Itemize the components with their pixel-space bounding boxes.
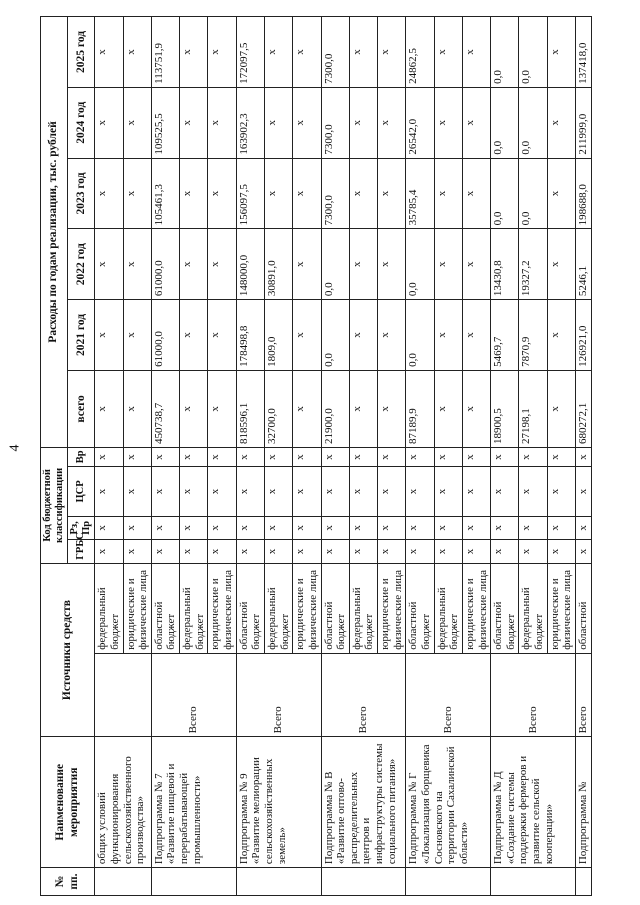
grbs-cell: x bbox=[321, 540, 349, 564]
grbs-cell: x bbox=[434, 540, 462, 564]
header-budget-class: Код бюджетной классификации bbox=[41, 447, 68, 563]
total-cell: 818596,1 bbox=[236, 370, 264, 447]
y2025-cell: x bbox=[123, 17, 151, 88]
y2024-cell: 211999,0 bbox=[576, 87, 592, 158]
y2024-cell: x bbox=[434, 87, 462, 158]
vr-cell: x bbox=[406, 447, 434, 466]
y2022-cell: x bbox=[462, 229, 490, 300]
grbs-cell: x bbox=[264, 540, 292, 564]
csr-cell: x bbox=[576, 467, 592, 516]
rzpr-cell: x bbox=[406, 516, 434, 540]
y2024-cell: 109525,5 bbox=[151, 87, 179, 158]
rzpr-cell: x bbox=[321, 516, 349, 540]
y2024-cell: 163902,3 bbox=[236, 87, 264, 158]
row-number-cell bbox=[576, 868, 592, 896]
y2022-cell: x bbox=[434, 229, 462, 300]
y2021-cell: x bbox=[123, 300, 151, 371]
header-2025: 2025 год bbox=[68, 17, 95, 88]
vr-cell: x bbox=[547, 447, 575, 466]
header-expenses: Расходы по годам реализации, тыс. рублей bbox=[41, 17, 68, 448]
measure-name-cell: Подпрограмма № В «Развитие оптово-распределительных центров и инфраструктуры системы социального питания» bbox=[321, 737, 406, 868]
y2022-cell: x bbox=[123, 229, 151, 300]
y2022-cell: x bbox=[547, 229, 575, 300]
csr-cell: x bbox=[123, 467, 151, 516]
y2021-cell: x bbox=[208, 300, 236, 371]
rzpr-cell: x bbox=[293, 516, 321, 540]
y2024-cell: x bbox=[547, 87, 575, 158]
y2021-cell: x bbox=[434, 300, 462, 371]
csr-cell: x bbox=[434, 467, 462, 516]
table-header bbox=[41, 17, 95, 896]
y2023-cell: 0,0 bbox=[519, 158, 547, 229]
source-cell: областной бюджет bbox=[491, 563, 519, 653]
table-row bbox=[576, 17, 592, 896]
header-total: всего bbox=[68, 370, 95, 447]
rotated-page bbox=[40, 16, 620, 896]
grbs-cell: x bbox=[151, 540, 179, 564]
header-2024: 2024 год bbox=[68, 87, 95, 158]
y2025-cell: x bbox=[293, 17, 321, 88]
grbs-cell: x bbox=[576, 540, 592, 564]
measure-name-cell: Подпрограмма № Д «Создание системы поддержки фермеров и развитие сельской кооперации» bbox=[491, 737, 576, 868]
csr-cell: x bbox=[236, 467, 264, 516]
source-cell: областной бюджет bbox=[151, 563, 179, 653]
csr-cell: x bbox=[180, 467, 208, 516]
y2022-cell: x bbox=[180, 229, 208, 300]
vr-cell: x bbox=[519, 447, 547, 466]
total-cell: x bbox=[95, 370, 123, 447]
y2024-cell: x bbox=[378, 87, 406, 158]
row-number-cell bbox=[406, 868, 491, 896]
vr-cell: x bbox=[264, 447, 292, 466]
csr-cell: x bbox=[264, 467, 292, 516]
y2022-cell: 148000,0 bbox=[236, 229, 264, 300]
csr-cell: x bbox=[208, 467, 236, 516]
rzpr-cell: x bbox=[462, 516, 490, 540]
total-cell: 680272,1 bbox=[576, 370, 592, 447]
grbs-cell: x bbox=[349, 540, 377, 564]
y2021-cell: 0,0 bbox=[406, 300, 434, 371]
y2021-cell: x bbox=[462, 300, 490, 371]
source-cell: федеральный бюджет bbox=[349, 563, 377, 653]
y2021-cell: 126921,0 bbox=[576, 300, 592, 371]
y2025-cell: 7300,0 bbox=[321, 17, 349, 88]
y2022-cell: x bbox=[349, 229, 377, 300]
header-2021: 2021 год bbox=[68, 300, 95, 371]
total-cell: 32700,0 bbox=[264, 370, 292, 447]
table-container bbox=[40, 16, 620, 896]
table-row bbox=[95, 17, 123, 896]
y2022-cell: 61000,0 bbox=[151, 229, 179, 300]
y2022-cell: x bbox=[208, 229, 236, 300]
y2023-cell: 35785,4 bbox=[406, 158, 434, 229]
y2023-cell: 7300,0 bbox=[321, 158, 349, 229]
source-cell: юридические и физические лица bbox=[547, 563, 575, 653]
source-cell: юридические и физические лица bbox=[123, 563, 151, 653]
y2025-cell: x bbox=[95, 17, 123, 88]
source-cell: юридические и физические лица bbox=[378, 563, 406, 653]
total-label-cell: Всего bbox=[406, 653, 491, 737]
vr-cell: x bbox=[349, 447, 377, 466]
y2024-cell: x bbox=[180, 87, 208, 158]
vr-cell: x bbox=[151, 447, 179, 466]
y2024-cell: x bbox=[349, 87, 377, 158]
table-body bbox=[95, 17, 591, 896]
y2023-cell: x bbox=[123, 158, 151, 229]
vr-cell: x bbox=[462, 447, 490, 466]
csr-cell: x bbox=[293, 467, 321, 516]
y2021-cell: 178498,8 bbox=[236, 300, 264, 371]
header-rzpr: Рз, Пр bbox=[68, 516, 95, 540]
total-cell: x bbox=[180, 370, 208, 447]
y2025-cell: x bbox=[208, 17, 236, 88]
y2023-cell: 156097,5 bbox=[236, 158, 264, 229]
y2021-cell: x bbox=[547, 300, 575, 371]
table-row bbox=[236, 17, 264, 896]
table-row bbox=[406, 17, 434, 896]
y2025-cell: x bbox=[264, 17, 292, 88]
source-cell: юридические и физические лица bbox=[462, 563, 490, 653]
y2024-cell: x bbox=[462, 87, 490, 158]
y2023-cell: x bbox=[180, 158, 208, 229]
y2024-cell: x bbox=[264, 87, 292, 158]
total-label-cell: Всего bbox=[321, 653, 406, 737]
y2023-cell: x bbox=[264, 158, 292, 229]
measure-name-cell: Подпрограмма № 7 «Развитие пищевой и перерабатывающей промышленности» bbox=[151, 737, 236, 868]
header-csr: ЦСР bbox=[68, 467, 95, 516]
header-grbs: ГРБС bbox=[68, 540, 95, 564]
y2025-cell: 172097,5 bbox=[236, 17, 264, 88]
y2022-cell: 0,0 bbox=[406, 229, 434, 300]
vr-cell: x bbox=[236, 447, 264, 466]
y2021-cell: x bbox=[349, 300, 377, 371]
row-number-cell bbox=[95, 868, 152, 896]
y2021-cell: 7870,9 bbox=[519, 300, 547, 371]
grbs-cell: x bbox=[547, 540, 575, 564]
total-label-cell: Всего bbox=[491, 653, 576, 737]
y2023-cell: x bbox=[462, 158, 490, 229]
measure-name-cell: Подпрограмма № 9 «Развитие мелиорации сельскохозяйственных земель» bbox=[236, 737, 321, 868]
vr-cell: x bbox=[321, 447, 349, 466]
y2021-cell: 1809,0 bbox=[264, 300, 292, 371]
rzpr-cell: x bbox=[491, 516, 519, 540]
source-cell: юридические и физические лица bbox=[293, 563, 321, 653]
vr-cell: x bbox=[378, 447, 406, 466]
total-cell: x bbox=[349, 370, 377, 447]
y2021-cell: x bbox=[293, 300, 321, 371]
rzpr-cell: x bbox=[264, 516, 292, 540]
grbs-cell: x bbox=[491, 540, 519, 564]
row-number-cell bbox=[321, 868, 406, 896]
source-cell: федеральный бюджет bbox=[180, 563, 208, 653]
y2023-cell: 0,0 bbox=[491, 158, 519, 229]
total-label-cell: Всего bbox=[151, 653, 236, 737]
y2025-cell: x bbox=[378, 17, 406, 88]
csr-cell: x bbox=[406, 467, 434, 516]
budget-table bbox=[40, 16, 592, 896]
y2024-cell: 0,0 bbox=[491, 87, 519, 158]
vr-cell: x bbox=[180, 447, 208, 466]
source-cell: федеральный бюджет bbox=[519, 563, 547, 653]
total-label-cell: Всего bbox=[236, 653, 321, 737]
y2024-cell: x bbox=[293, 87, 321, 158]
y2021-cell: 0,0 bbox=[321, 300, 349, 371]
grbs-cell: x bbox=[378, 540, 406, 564]
vr-cell: x bbox=[95, 447, 123, 466]
rzpr-cell: x bbox=[519, 516, 547, 540]
y2023-cell: x bbox=[547, 158, 575, 229]
y2023-cell: x bbox=[208, 158, 236, 229]
y2023-cell: 198688,0 bbox=[576, 158, 592, 229]
y2023-cell: x bbox=[349, 158, 377, 229]
y2021-cell: 5469,7 bbox=[491, 300, 519, 371]
table-row bbox=[491, 17, 519, 896]
grbs-cell: x bbox=[123, 540, 151, 564]
y2023-cell: x bbox=[378, 158, 406, 229]
y2022-cell: x bbox=[378, 229, 406, 300]
grbs-cell: x bbox=[236, 540, 264, 564]
vr-cell: x bbox=[123, 447, 151, 466]
total-cell: x bbox=[378, 370, 406, 447]
y2022-cell: x bbox=[293, 229, 321, 300]
source-cell: областной бюджет bbox=[236, 563, 264, 653]
total-cell: 18900,5 bbox=[491, 370, 519, 447]
row-number-cell bbox=[236, 868, 321, 896]
y2025-cell: 113751,9 bbox=[151, 17, 179, 88]
header-name: Наименование мероприятия bbox=[41, 737, 95, 868]
total-label-cell: Всего bbox=[576, 653, 592, 737]
total-cell: 450738,7 bbox=[151, 370, 179, 447]
total-cell: x bbox=[123, 370, 151, 447]
source-cell: областной bbox=[576, 563, 592, 653]
rzpr-cell: x bbox=[349, 516, 377, 540]
vr-cell: x bbox=[576, 447, 592, 466]
grbs-cell: x bbox=[293, 540, 321, 564]
y2024-cell: 0,0 bbox=[519, 87, 547, 158]
csr-cell: x bbox=[321, 467, 349, 516]
csr-cell: x bbox=[151, 467, 179, 516]
csr-cell: x bbox=[519, 467, 547, 516]
y2025-cell: 137418,0 bbox=[576, 17, 592, 88]
header-vr: Вр bbox=[68, 447, 95, 466]
grbs-cell: x bbox=[208, 540, 236, 564]
rzpr-cell: x bbox=[378, 516, 406, 540]
table-row bbox=[151, 17, 179, 896]
source-cell: юридические и физические лица bbox=[208, 563, 236, 653]
csr-cell: x bbox=[547, 467, 575, 516]
y2025-cell: x bbox=[434, 17, 462, 88]
y2024-cell: x bbox=[208, 87, 236, 158]
header-2023: 2023 год bbox=[68, 158, 95, 229]
source-cell: областной бюджет bbox=[321, 563, 349, 653]
y2023-cell: x bbox=[95, 158, 123, 229]
y2023-cell: 105461,3 bbox=[151, 158, 179, 229]
rzpr-cell: x bbox=[180, 516, 208, 540]
y2022-cell: 5246,1 bbox=[576, 229, 592, 300]
measure-name-cell: Подпрограмма № Г «Локализация борщевика Сосновского на территории Сахалинской области» bbox=[406, 737, 491, 868]
total-cell: 27198,1 bbox=[519, 370, 547, 447]
y2022-cell: 13430,8 bbox=[491, 229, 519, 300]
header-2022: 2022 год bbox=[68, 229, 95, 300]
row-number-cell bbox=[491, 868, 576, 896]
y2023-cell: x bbox=[293, 158, 321, 229]
csr-cell: x bbox=[462, 467, 490, 516]
rzpr-cell: x bbox=[576, 516, 592, 540]
y2022-cell: 30891,0 bbox=[264, 229, 292, 300]
grbs-cell: x bbox=[95, 540, 123, 564]
total-cell: x bbox=[547, 370, 575, 447]
y2021-cell: x bbox=[378, 300, 406, 371]
table-row bbox=[321, 17, 349, 896]
total-cell: x bbox=[208, 370, 236, 447]
rzpr-cell: x bbox=[208, 516, 236, 540]
rzpr-cell: x bbox=[547, 516, 575, 540]
grbs-cell: x bbox=[462, 540, 490, 564]
csr-cell: x bbox=[95, 467, 123, 516]
y2021-cell: x bbox=[180, 300, 208, 371]
source-cell: федеральный бюджет bbox=[95, 563, 123, 653]
row-number-cell bbox=[151, 868, 236, 896]
total-cell: 87189,9 bbox=[406, 370, 434, 447]
grbs-cell: x bbox=[519, 540, 547, 564]
y2025-cell: 24862,5 bbox=[406, 17, 434, 88]
y2023-cell: x bbox=[434, 158, 462, 229]
vr-cell: x bbox=[208, 447, 236, 466]
csr-cell: x bbox=[349, 467, 377, 516]
y2024-cell: x bbox=[123, 87, 151, 158]
header-source: Источники средств bbox=[41, 563, 95, 737]
header-num: № пп. bbox=[41, 868, 95, 896]
y2024-cell: x bbox=[95, 87, 123, 158]
y2022-cell: x bbox=[95, 229, 123, 300]
vr-cell: x bbox=[434, 447, 462, 466]
rzpr-cell: x bbox=[151, 516, 179, 540]
rzpr-cell: x bbox=[434, 516, 462, 540]
y2025-cell: 0,0 bbox=[491, 17, 519, 88]
total-cell: x bbox=[293, 370, 321, 447]
grbs-cell: x bbox=[180, 540, 208, 564]
total-cell: 21900,0 bbox=[321, 370, 349, 447]
total-label-cell bbox=[95, 653, 152, 737]
y2025-cell: x bbox=[349, 17, 377, 88]
y2025-cell: x bbox=[180, 17, 208, 88]
rzpr-cell: x bbox=[95, 516, 123, 540]
y2024-cell: 7300,0 bbox=[321, 87, 349, 158]
y2021-cell: 61000,0 bbox=[151, 300, 179, 371]
y2025-cell: x bbox=[462, 17, 490, 88]
measure-name-cell: Подпрограмма № bbox=[576, 737, 592, 868]
vr-cell: x bbox=[293, 447, 321, 466]
y2021-cell: x bbox=[95, 300, 123, 371]
vr-cell: x bbox=[491, 447, 519, 466]
csr-cell: x bbox=[378, 467, 406, 516]
rzpr-cell: x bbox=[123, 516, 151, 540]
source-cell: федеральный бюджет bbox=[434, 563, 462, 653]
source-cell: федеральный бюджет bbox=[264, 563, 292, 653]
source-cell: областной бюджет bbox=[406, 563, 434, 653]
csr-cell: x bbox=[491, 467, 519, 516]
y2022-cell: 0,0 bbox=[321, 229, 349, 300]
total-cell: x bbox=[462, 370, 490, 447]
rzpr-cell: x bbox=[236, 516, 264, 540]
y2022-cell: 19327,2 bbox=[519, 229, 547, 300]
total-cell: x bbox=[434, 370, 462, 447]
page-number: 4 bbox=[7, 444, 23, 452]
grbs-cell: x bbox=[406, 540, 434, 564]
y2024-cell: 26542,0 bbox=[406, 87, 434, 158]
measure-name-cell: общих условий функционирования сельскохозяйственного производства» bbox=[95, 737, 152, 868]
y2025-cell: 0,0 bbox=[519, 17, 547, 88]
y2025-cell: x bbox=[547, 17, 575, 88]
